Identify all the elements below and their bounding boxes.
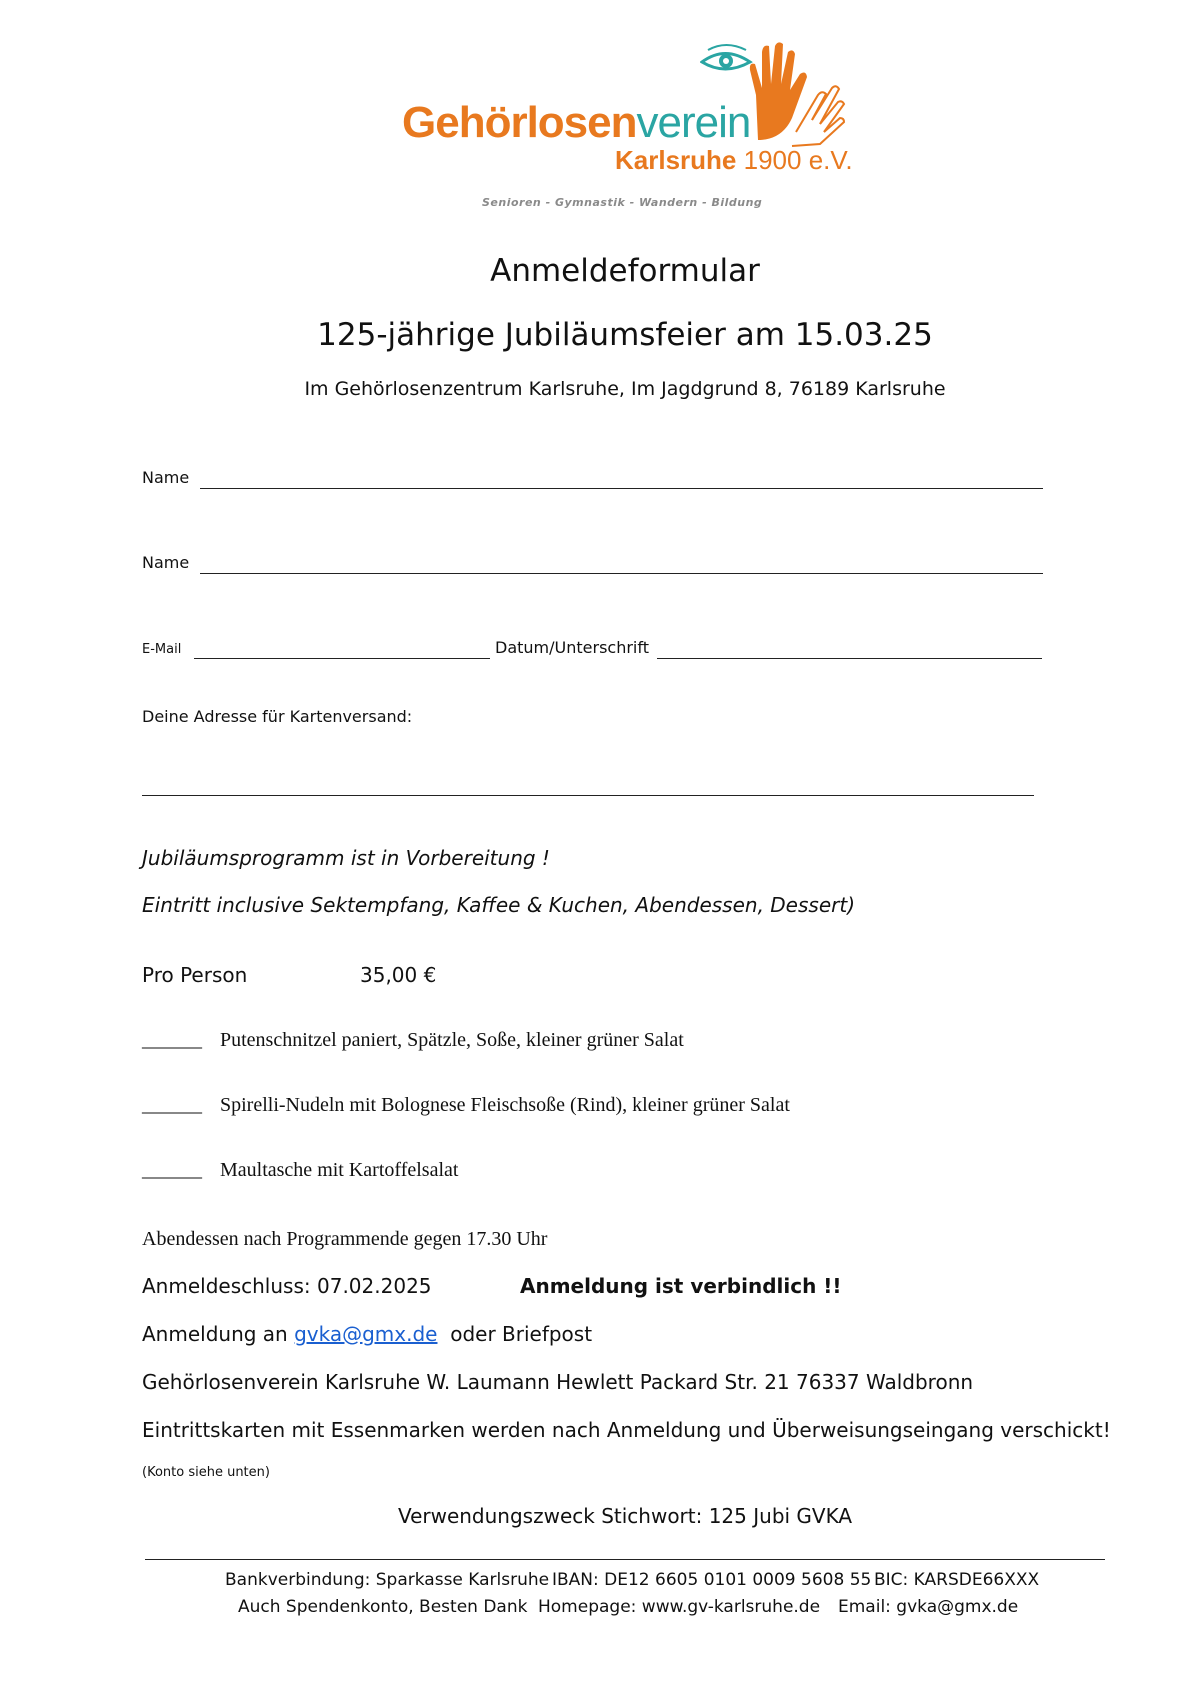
address-field[interactable]: [142, 795, 1034, 796]
price-value: 35,00 €: [360, 963, 437, 987]
email-label: E-Mail: [142, 642, 182, 657]
signature-label: Datum/Unterschrift: [495, 638, 649, 657]
menu-blank-2[interactable]: ______: [142, 1094, 202, 1116]
registration-prefix: Anmeldung an: [142, 1322, 288, 1346]
name-field-2[interactable]: [200, 573, 1043, 574]
logo-name-part1: Gehörlosen: [402, 98, 637, 147]
page-title: Anmeldeformular: [490, 253, 760, 289]
event-location: Im Gehörlosenzentrum Karlsruhe, Im Jagdgrund 8, 76189 Karlsruhe: [304, 378, 946, 400]
deadline-label: Anmeldeschluss:: [142, 1274, 311, 1298]
logo-name: [402, 98, 750, 148]
logo-city-name: Karlsruhe: [615, 145, 737, 175]
footer-homepage: Homepage: www.gv-karlsruhe.de: [538, 1597, 821, 1617]
menu-item-1: Putenschnitzel paniert, Spätzle, Soße, kleiner grüner Salat: [220, 1029, 684, 1051]
binding-note: Anmeldung ist verbindlich !!: [520, 1274, 842, 1298]
registration-suffix: oder Briefpost: [450, 1322, 593, 1346]
address-label: Deine Adresse für Kartenversand:: [142, 707, 413, 726]
logo-name-part2: verein: [636, 98, 751, 147]
signature-field[interactable]: [657, 658, 1042, 659]
email-field[interactable]: [194, 658, 490, 659]
footer-divider: [145, 1559, 1105, 1560]
logo-tagline: Senioren - Gymnastik - Wandern - Bildung: [482, 196, 763, 209]
hand-icon: [750, 42, 807, 140]
eye-icon: [702, 45, 750, 69]
registration-address: Gehörlosenverein Karlsruhe W. Laumann Hewlett Packard Str. 21 76337 Waldbronn: [142, 1370, 974, 1394]
program-note: Jubiläumsprogramm ist in Vorbereitung !: [142, 846, 550, 870]
logo-city: [615, 145, 853, 176]
menu-item-3: Maultasche mit Kartoffelsalat: [220, 1159, 459, 1181]
deadline-date: 07.02.2025: [317, 1274, 432, 1298]
footer-email: Email: gvka@gmx.de: [838, 1597, 1019, 1617]
registration-to: [142, 1322, 592, 1346]
name-field-1[interactable]: [200, 488, 1043, 489]
logo-year: 1900 e.V.: [743, 145, 853, 175]
footer-iban: IBAN: DE12 6605 0101 0009 5608 55: [552, 1570, 872, 1590]
menu-blank-1[interactable]: ______: [142, 1029, 202, 1051]
menu-blank-3[interactable]: ______: [142, 1159, 202, 1181]
admission-note: Eintritt inclusive Sektempfang, Kaffee & Kuchen, Abendessen, Dessert): [142, 893, 855, 917]
menu-item-2: Spirelli-Nudeln mit Bolognese Fleischsoße (Rind), kleiner grüner Salat: [220, 1094, 790, 1116]
footer-bank: Bankverbindung: Sparkasse Karlsruhe: [225, 1570, 550, 1590]
purpose-note: Verwendungszweck Stichwort: 125 Jubi GVKA: [397, 1504, 853, 1528]
name-label-1: Name: [142, 468, 190, 487]
tickets-note: Eintrittskarten mit Essenmarken werden nach Anmeldung und Überweisungseingang verschickt!: [142, 1418, 1111, 1442]
footer-donation: Auch Spendenkonto, Besten Dank: [238, 1597, 528, 1617]
footer-bic: BIC: KARSDE66XXX: [874, 1570, 1040, 1590]
konto-note: (Konto siehe unten): [142, 1465, 270, 1480]
name-label-2: Name: [142, 553, 190, 572]
registration-email-link[interactable]: gvka@gmx.de: [294, 1322, 438, 1346]
dinner-note: Abendessen nach Programmende gegen 17.30 Uhr: [142, 1228, 548, 1250]
event-title: 125-jährige Jubiläumsfeier am 15.03.25: [317, 317, 933, 353]
price-label: Pro Person: [142, 963, 248, 987]
